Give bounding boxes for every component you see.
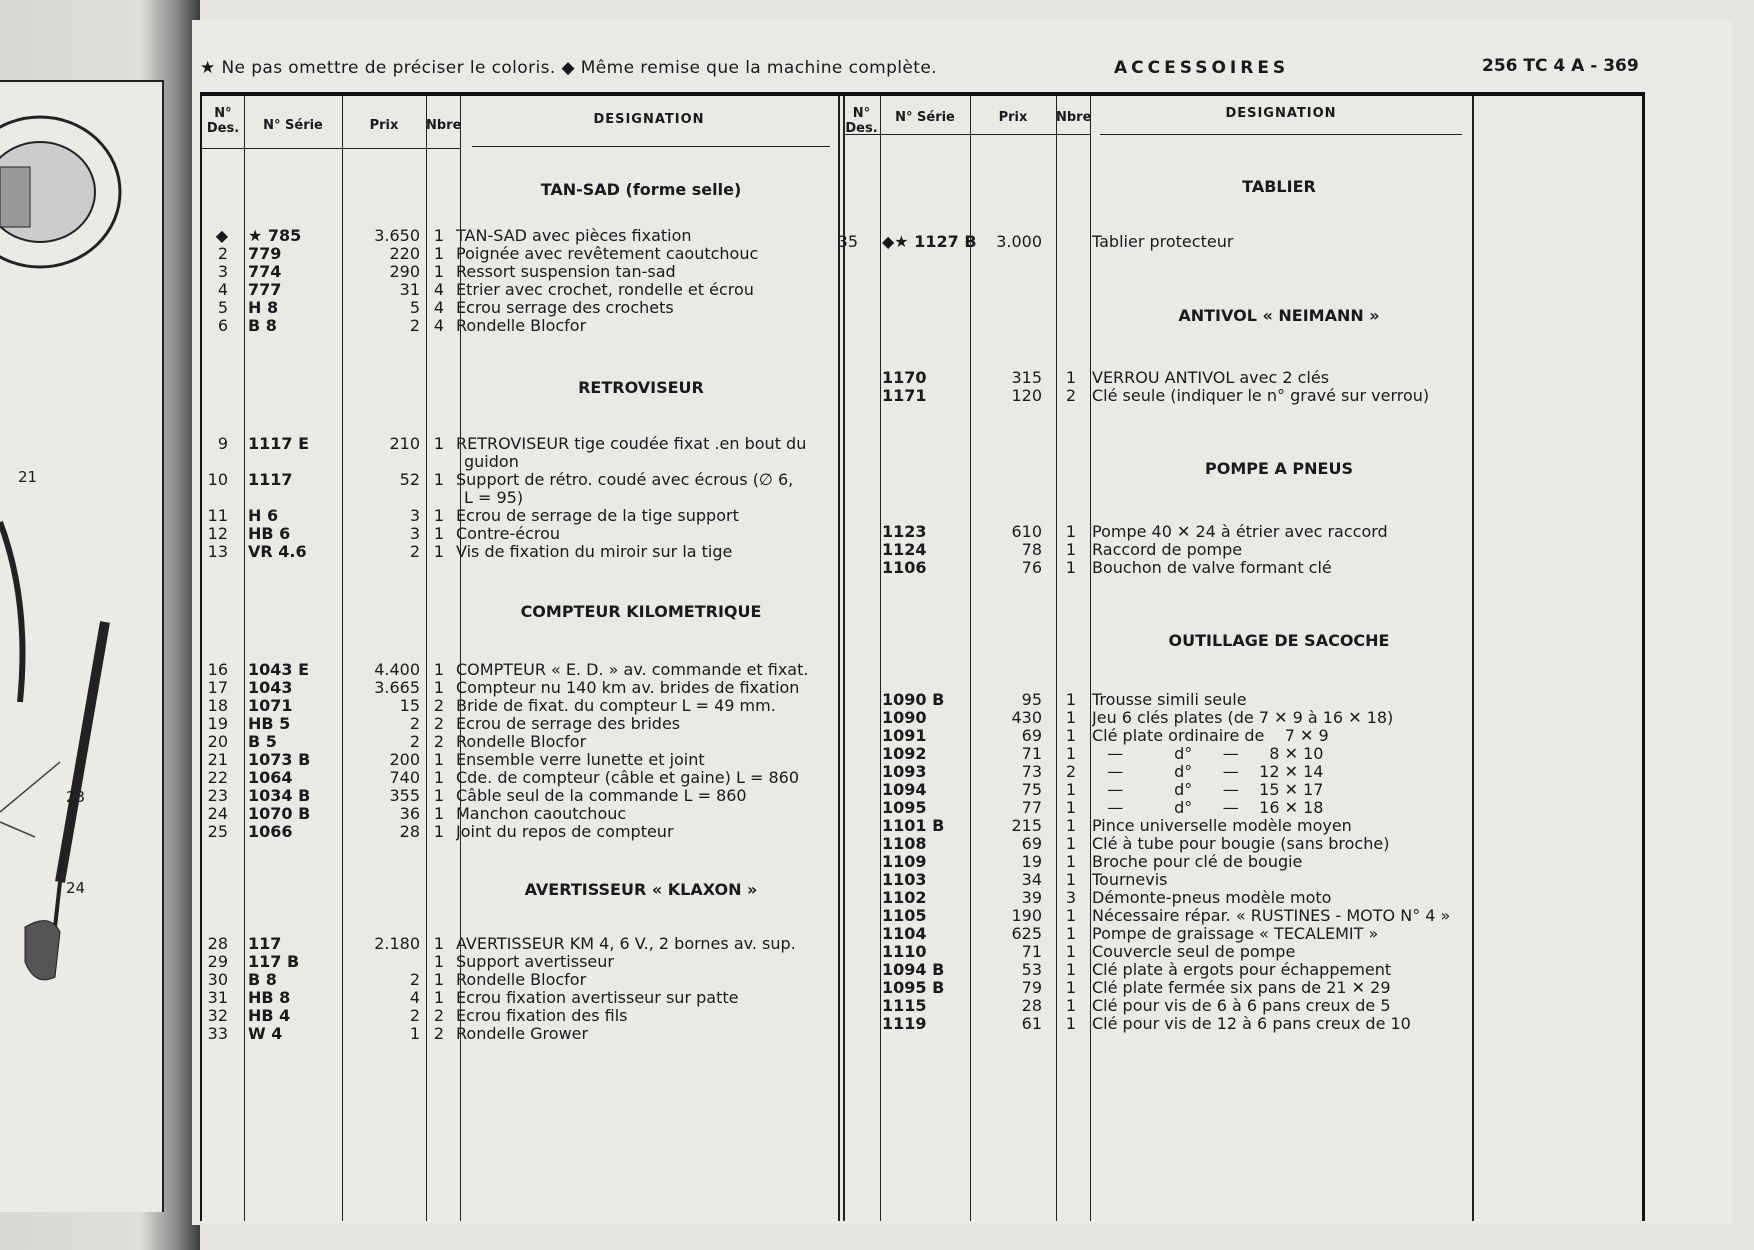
row-price: 315 [1011,368,1042,387]
section-title-compteur: COMPTEUR KILOMETRIQUE [520,602,762,621]
row-quantity: 1 [433,506,445,525]
row-number: 33 [207,1024,228,1043]
row-price: 77 [1021,798,1042,817]
row-quantity: 1 [1065,708,1077,727]
row-price: 210 [389,434,420,453]
row-serie: 117 [248,934,282,953]
table-row [192,386,1732,406]
row-serie: 779 [248,244,282,263]
row-quantity: 1 [1065,960,1077,979]
row-designation: Clé pour vis de 6 à 6 pans creux de 5 [1092,996,1391,1015]
table-row [192,870,1732,890]
table-row [192,660,1732,680]
row-number: ◆ [215,226,228,245]
row-designation: Rondelle Blocfor [456,732,587,751]
row-designation: Couvercle seul de pompe [1092,942,1296,961]
row-price: 79 [1021,978,1042,997]
row-serie: 1115 [882,996,927,1015]
row-quantity: 1 [433,988,445,1007]
header-notes: ★ Ne pas omettre de préciser le coloris. ◆ Même remise que la machine complète. [200,58,937,78]
row-quantity: 1 [433,226,445,245]
row-serie: 1104 [882,924,927,943]
row-designation-continued: L = 95) [464,488,524,507]
row-serie: 1066 [248,822,293,841]
row-designation: — d° — 12 ✕ 14 [1092,762,1324,781]
row-price: 355 [389,786,420,805]
row-price: 200 [389,750,420,769]
exploded-parts-drawing [0,82,162,1212]
row-quantity: 1 [433,768,445,787]
row-price: 4 [409,988,420,1007]
row-quantity: 2 [433,732,445,751]
row-price: 31 [399,280,420,299]
row-quantity: 3 [1065,888,1077,907]
row-designation: Clé plate à ergots pour échappement [1092,960,1392,979]
section-title-tablier: TABLIER [1242,177,1316,196]
row-price: 1 [409,1024,420,1043]
row-number: 32 [207,1006,228,1025]
row-serie: H 6 [248,506,279,525]
row-price: 610 [1011,522,1042,541]
section-title-tansad: TAN-SAD (forme selle) [540,180,742,199]
header-ref: 256 TC 4 A - 369 [1482,56,1639,76]
table-row [192,690,1732,710]
row-serie: ★ 785 [248,226,302,245]
col-serie-header: N° Série [263,118,323,133]
row-designation: Rondelle Grower [456,1024,589,1043]
row-designation-continued: guidon [464,452,519,471]
row-designation: Ecrou de serrage de la tige support [456,506,739,525]
row-quantity: 1 [1065,906,1077,925]
row-designation: Jeu 6 clés plates (de 7 ✕ 9 à 16 ✕ 18) [1092,708,1394,727]
row-quantity: 1 [1065,522,1077,541]
row-designation: Rondelle Blocfor [456,316,587,335]
row-serie: HB 8 [248,988,291,1007]
section-title-pompe: POMPE A PNEUS [1205,459,1353,478]
previous-page-edge [0,80,164,1212]
row-quantity: 1 [1065,834,1077,853]
row-price: 71 [1021,942,1042,961]
row-number: 3 [217,262,228,281]
row-quantity: 1 [433,750,445,769]
row-serie: 774 [248,262,282,281]
row-designation: Clé à tube pour bougie (sans broche) [1092,834,1390,853]
row-designation: Démonte-pneus modèle moto [1092,888,1332,907]
row-designation: Contre-écrou [456,524,561,543]
row-number: 28 [207,934,228,953]
section-title-antivol: ANTIVOL « NEIMANN » [1178,306,1380,325]
section-title-avert: AVERTISSEUR « KLAXON » [524,880,758,899]
row-quantity: 1 [433,804,445,823]
row-price: 2 [409,714,420,733]
row-serie: ◆★ 1127 B [882,232,977,251]
row-quantity: 1 [1065,852,1077,871]
row-quantity: 1 [433,786,445,805]
row-number: 2 [217,244,228,263]
row-price: 19 [1021,852,1042,871]
row-serie: 117 B [248,952,300,971]
row-price: 3.000 [996,232,1042,251]
row-designation: Manchon caoutchouc [456,804,627,823]
col-designation-header-right: DESIGNATION [1225,106,1337,121]
row-designation: Ecrou de serrage des brides [456,714,681,733]
row-price: 2 [409,1006,420,1025]
row-designation: Raccord de pompe [1092,540,1243,559]
row-quantity: 4 [433,280,445,299]
row-number: 12 [207,524,228,543]
row-designation: Câble seul de la commande L = 860 [456,786,747,805]
row-designation: Support de rétro. coudé avec écrous (∅ 6, [456,470,794,489]
row-designation: Pince universelle modèle moyen [1092,816,1352,835]
row-price: 73 [1021,762,1042,781]
table-row [192,942,1732,962]
table-row [192,316,1732,336]
row-price: 3 [409,506,420,525]
row-serie: VR 4.6 [248,542,307,561]
table-row [192,762,1732,782]
row-price: 15 [399,696,420,715]
row-designation: Ecrou fixation avertisseur sur patte [456,988,739,1007]
row-designation: TAN-SAD avec pièces fixation [456,226,692,245]
table-row [192,978,1732,998]
row-price: 75 [1021,780,1042,799]
col-nbre-header: Nbre [426,118,462,133]
section-title-retro: RETROVISEUR [578,378,704,397]
row-quantity: 1 [433,970,445,989]
row-quantity: 1 [433,822,445,841]
row-number: 6 [217,316,228,335]
table-row [192,522,1732,542]
col-designation-header: DESIGNATION [593,112,705,127]
col-prix-header: Prix [369,118,399,133]
row-price: 3.665 [374,678,420,697]
row-price: 28 [1021,996,1042,1015]
table-row [192,816,1732,836]
row-quantity: 1 [1065,744,1077,763]
row-serie: 1043 E [248,660,310,679]
row-serie: 1093 [882,762,927,781]
row-number: 9 [217,434,228,453]
row-price: 4.400 [374,660,420,679]
row-designation: Joint du repos de compteur [456,822,674,841]
row-number: 4 [217,280,228,299]
row-number: 25 [207,822,228,841]
row-quantity: 2 [433,1006,445,1025]
row-serie: 1117 E [248,434,310,453]
row-price: 2 [409,732,420,751]
row-quantity: 1 [433,660,445,679]
row-quantity: 1 [1065,540,1077,559]
row-quantity: 1 [1065,1014,1077,1033]
row-serie: 1124 [882,540,927,559]
row-number: 19 [207,714,228,733]
row-price: 2 [409,542,420,561]
row-serie: 1034 B [248,786,311,805]
row-quantity: 1 [1065,978,1077,997]
section-title-outillage: OUTILLAGE DE SACOCHE [1168,631,1390,650]
row-designation: Clé pour vis de 12 à 6 pans creux de 10 [1092,1014,1411,1033]
row-quantity: 1 [1065,924,1077,943]
row-serie: 1094 B [882,960,945,979]
row-number: 13 [207,542,228,561]
row-quantity: 1 [1065,798,1077,817]
table-row [192,996,1732,1016]
row-price: 78 [1021,540,1042,559]
row-serie: 1119 [882,1014,927,1033]
row-quantity: 2 [1065,386,1077,405]
row-price: 61 [1021,1014,1042,1033]
row-serie: 1108 [882,834,927,853]
row-price: 215 [1011,816,1042,835]
row-serie: 1123 [882,522,927,541]
row-quantity: 1 [433,470,445,489]
row-serie: 1102 [882,888,927,907]
row-serie: 1109 [882,852,927,871]
row-serie: B 5 [248,732,277,751]
row-price: 190 [1011,906,1042,925]
row-serie: 1105 [882,906,927,925]
row-designation: Bride de fixat. du compteur L = 49 mm. [456,696,776,715]
table-row [192,368,1732,388]
row-quantity: 1 [1065,870,1077,889]
row-designation: VERROU ANTIVOL avec 2 clés [1092,368,1330,387]
row-number: 18 [207,696,228,715]
row-designation: Etrier avec crochet, rondelle et écrou [456,280,754,299]
table-row [192,960,1732,980]
row-designation: Tournevis [1092,870,1168,889]
figure-label-23: 23 [66,788,86,806]
catalog-page [192,20,1732,1225]
table-row [192,262,1732,282]
table-row [192,780,1732,800]
row-designation: — d° — 16 ✕ 18 [1092,798,1324,817]
table-row [192,470,1732,490]
row-quantity: 2 [433,714,445,733]
row-designation: Clé plate ordinaire de 7 ✕ 9 [1092,726,1329,745]
col-num-header: N° Des. [206,106,240,136]
row-price: 52 [399,470,420,489]
row-quantity: 1 [433,934,445,953]
row-serie: 1091 [882,726,927,745]
row-serie: 777 [248,280,282,299]
row-serie: 1095 [882,798,927,817]
row-designation: Ecrou fixation des fils [456,1006,628,1025]
row-serie: HB 6 [248,524,291,543]
table-row [192,558,1732,578]
row-number: 22 [207,768,228,787]
row-price: 740 [389,768,420,787]
row-number: 24 [207,804,228,823]
table-row [192,906,1732,926]
row-designation: Rondelle Blocfor [456,970,587,989]
row-quantity: 1 [433,434,445,453]
table-row [192,726,1732,746]
row-designation: Clé seule (indiquer le n° gravé sur verrou) [1092,386,1430,405]
row-number: 11 [207,506,228,525]
row-serie: 1110 [882,942,927,961]
figure-label-21: 21 [18,468,38,486]
row-serie: H 8 [248,298,279,317]
row-price: 34 [1021,870,1042,889]
row-quantity: 1 [433,542,445,561]
table-row [192,298,1732,318]
figure-label-24: 24 [66,879,86,897]
row-number: 16 [207,660,228,679]
row-serie: HB 4 [248,1006,291,1025]
row-price: 76 [1021,558,1042,577]
row-price: 71 [1021,744,1042,763]
row-designation: AVERTISSEUR KM 4, 6 V., 2 bornes av. sup. [456,934,796,953]
row-price: 36 [399,804,420,823]
row-serie: 1106 [882,558,927,577]
row-serie: 1117 [248,470,293,489]
row-number: 31 [207,988,228,1007]
row-serie: 1103 [882,870,927,889]
row-number: 29 [207,952,228,971]
row-designation: Pompe de graissage « TECALEMIT » [1092,924,1379,943]
row-designation: Trousse simili seule [1092,690,1247,709]
row-designation: Pompe 40 ✕ 24 à étrier avec raccord [1092,522,1388,541]
row-serie: 1092 [882,744,927,763]
header-section: ACCESSOIRES [1114,58,1290,78]
row-quantity: 1 [1065,690,1077,709]
row-price: 2 [409,970,420,989]
row-price: 2.180 [374,934,420,953]
table-row [192,888,1732,908]
row-price: 290 [389,262,420,281]
row-number: 5 [217,298,228,317]
row-quantity: 1 [1065,816,1077,835]
row-quantity: 1 [1065,368,1077,387]
table-row [192,708,1732,728]
row-serie: B 8 [248,316,277,335]
row-price: 5 [409,298,420,317]
row-designation: Nécessaire répar. « RUSTINES - MOTO N° 4 » [1092,906,1451,925]
row-serie: HB 5 [248,714,291,733]
row-price: 2 [409,316,420,335]
row-quantity: 1 [433,952,445,971]
col-num-header-right: N° Des. [845,106,878,136]
row-designation: Poignée avec revêtement caoutchouc [456,244,759,263]
row-designation: Bouchon de valve formant clé [1092,558,1332,577]
row-serie: 1090 [882,708,927,727]
row-serie: 1171 [882,386,927,405]
table-row [192,834,1732,854]
row-quantity: 1 [433,244,445,263]
row-designation: Support avertisseur [456,952,614,971]
row-quantity: 1 [1065,996,1077,1015]
row-quantity: 1 [1065,726,1077,745]
row-designation: Clé plate fermée six pans de 21 ✕ 29 [1092,978,1391,997]
row-designation: Broche pour clé de bougie [1092,852,1303,871]
row-price: 625 [1011,924,1042,943]
table-row [192,232,1732,252]
row-number: 17 [207,678,228,697]
row-serie: B 8 [248,970,277,989]
row-price: 3 [409,524,420,543]
table-row [192,280,1732,300]
row-price: 120 [1011,386,1042,405]
row-price: 69 [1021,726,1042,745]
row-quantity: 1 [1065,558,1077,577]
row-serie: 1101 B [882,816,945,835]
table-row [192,1014,1732,1034]
row-designation: Vis de fixation du miroir sur la tige [456,542,733,561]
row-price: 3.650 [374,226,420,245]
row-serie: 1090 B [882,690,945,709]
row-quantity: 1 [1065,942,1077,961]
row-serie: 1170 [882,368,927,387]
row-designation: — d° — 15 ✕ 17 [1092,780,1324,799]
row-quantity: 2 [433,1024,445,1043]
row-designation: RETROVISEUR tige coudée fixat .en bout du [456,434,807,453]
row-serie: 1095 B [882,978,945,997]
row-quantity: 2 [433,696,445,715]
table-row [192,744,1732,764]
table-row [192,434,1732,454]
row-number: 20 [207,732,228,751]
row-designation: Compteur nu 140 km av. brides de fixation [456,678,800,697]
row-number: 35 [837,232,858,251]
row-price: 430 [1011,708,1042,727]
row-price: 53 [1021,960,1042,979]
row-number: 23 [207,786,228,805]
col-nbre-header-right: Nbre [1056,110,1092,125]
row-quantity: 4 [433,298,445,317]
row-designation: Ensemble verre lunette et joint [456,750,705,769]
row-quantity: 1 [1065,780,1077,799]
table-row [192,852,1732,872]
row-serie: 1073 B [248,750,311,769]
row-serie: W 4 [248,1024,283,1043]
row-number: 21 [207,750,228,769]
row-number: 30 [207,970,228,989]
row-serie: 1094 [882,780,927,799]
row-serie: 1064 [248,768,293,787]
row-serie: 1043 [248,678,293,697]
row-price: 69 [1021,834,1042,853]
row-designation: Cde. de compteur (câble et gaine) L = 860 [456,768,800,787]
row-price: 95 [1021,690,1042,709]
col-prix-header-right: Prix [998,110,1028,125]
row-quantity: 1 [433,524,445,543]
row-number: 10 [207,470,228,489]
row-serie: 1071 [248,696,293,715]
row-price: 220 [389,244,420,263]
row-designation: Ressort suspension tan-sad [456,262,676,281]
row-quantity: 1 [433,678,445,697]
row-quantity: 2 [1065,762,1077,781]
col-serie-header-right: N° Série [895,110,955,125]
row-quantity: 4 [433,316,445,335]
row-designation: Ecrou serrage des crochets [456,298,674,317]
table-row [192,924,1732,944]
row-price: 28 [399,822,420,841]
row-serie: 1070 B [248,804,311,823]
row-quantity: 1 [433,262,445,281]
row-designation: COMPTEUR « E. D. » av. commande et fixat. [456,660,809,679]
row-designation: — d° — 8 ✕ 10 [1092,744,1324,763]
table-row [192,540,1732,560]
row-designation: Tablier protecteur [1092,232,1234,251]
row-price: 39 [1021,888,1042,907]
table-row [192,798,1732,818]
